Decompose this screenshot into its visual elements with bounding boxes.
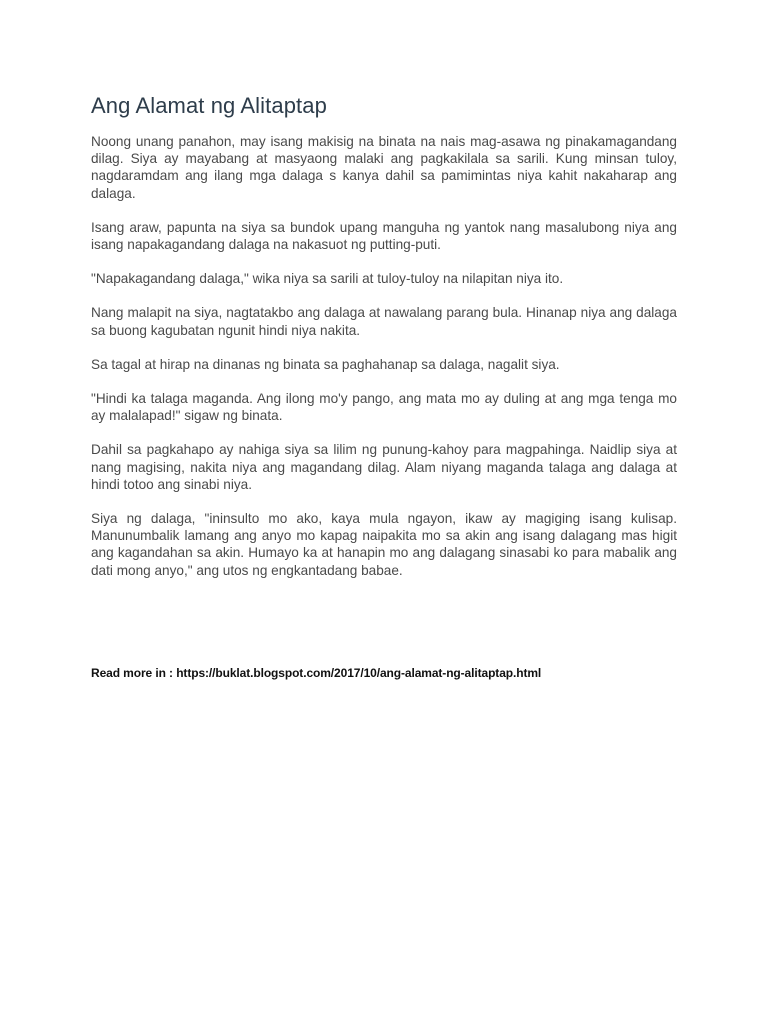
document-title: Ang Alamat ng Alitaptap [91, 93, 327, 118]
read-more-line [91, 666, 541, 680]
paragraph-1: Noong unang panahon, may isang makisig na binata na nais mag-asawa ng pinakamagandang dilag. Siya ay mayabang at masyaong malaki ang pagkakilala sa sarili. Kung minsan tuloy, nagdaramdam ang ilang mga dalaga s kanya dahil sa pamimintas niya kahit nakaharap ang dalaga. [91, 134, 677, 201]
paragraph-2: Isang araw, papunta na siya sa bundok upang manguha ng yantok nang masalubong niya ang isang napakagandang dalaga na nakasuot ng putting-puti. [91, 219, 677, 253]
paragraph-5: Sa tagal at hirap na dinanas ng binata sa paghahanap sa dalaga, nagalit siya. [91, 356, 560, 372]
read-more-label: Read more in : [91, 666, 177, 680]
document-body [91, 92, 677, 596]
paragraph-6: "Hindi ka talaga maganda. Ang ilong mo'y pango, ang mata mo ay duling at ang mga tenga mo ay malalapad!" sigaw ng binata. [91, 391, 677, 424]
paragraph-3: "Napakagandang dalaga," wika niya sa sarili at tuloy-tuloy na nilapitan niya ito. [91, 271, 564, 287]
read-more-link[interactable]: https://buklat.blogspot.com/2017/10/ang-alamat-ng-alitaptap.html [176, 666, 542, 680]
paragraph-8: Siya ng dalaga, "ininsulto mo ako, kaya mula ngayon, ikaw ay magiging isang kulisap. Manunumbalik lamang ang anyo mo kapag naipakita mo sa akin ang isang dalagang mas higit ang kagandahan sa akin. Humayo ka at hanapin mo ang dalagang sinasabi ko para mabalik ang dati mong anyo," ang utos ng engkantadang babae. [91, 511, 677, 578]
paragraph-7: Dahil sa pagkahapo ay nahiga siya sa lilim ng punung-kahoy para magpahinga. Naidlip siya at nang magising, nakita niya ang magandang dilag. Alam niyang maganda talaga ang dalaga at hindi totoo ang sinabi niya. [91, 442, 677, 492]
paragraph-4: Nang malapit na siya, nagtatakbo ang dalaga at nawalang parang bula. Hinanap niya ang dalaga sa buong kagubatan ngunit hindi niya nakita. [91, 305, 677, 338]
